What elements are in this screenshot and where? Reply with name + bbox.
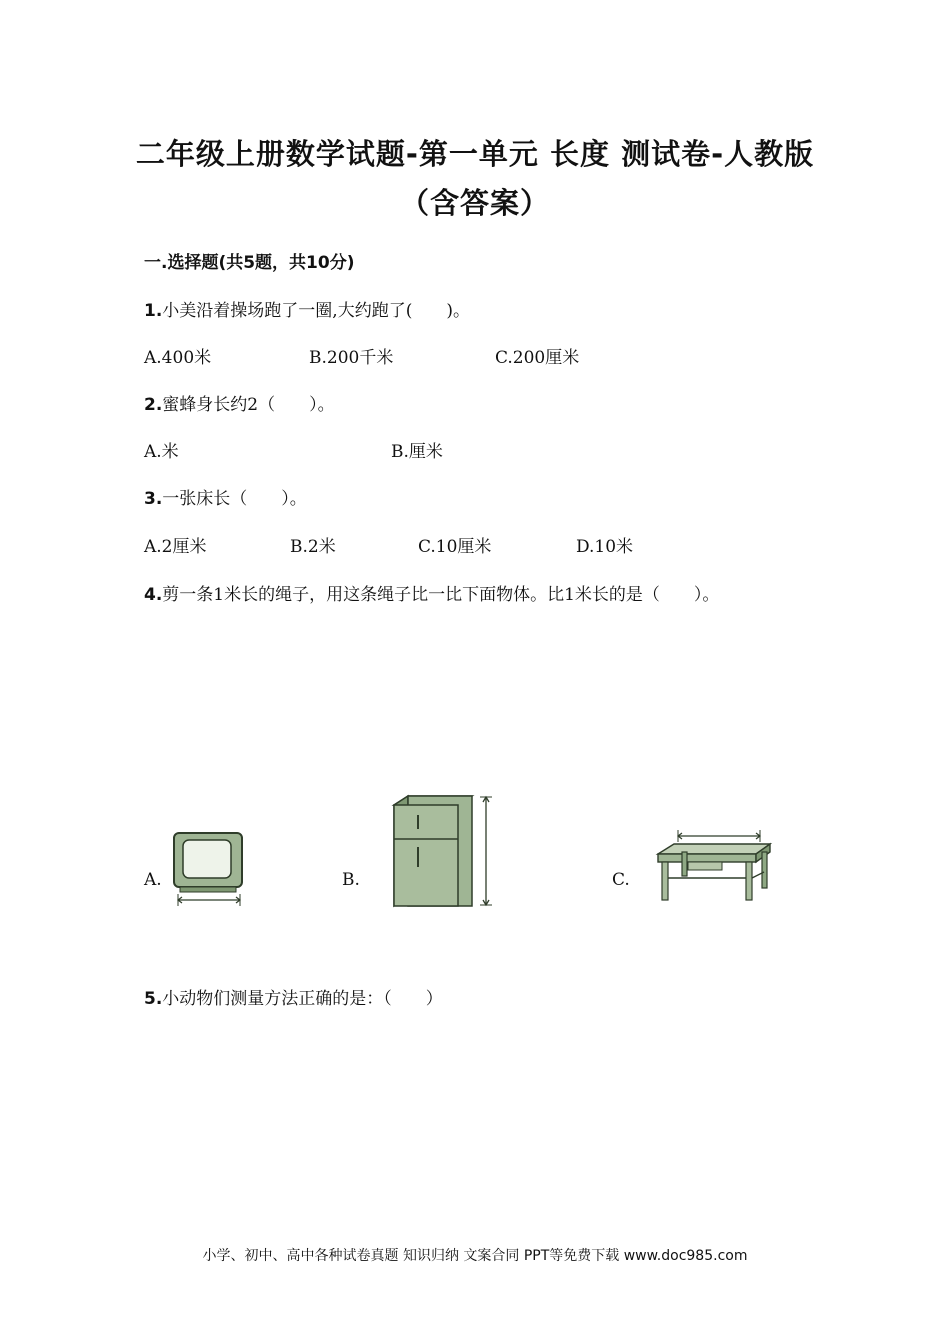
question-1-option-a: A.400米 xyxy=(144,348,212,368)
question-3-option-c: C.10厘米 xyxy=(418,537,492,557)
question-number: 3. xyxy=(144,489,163,509)
question-2-option-a: A.米 xyxy=(144,442,179,462)
table-image xyxy=(652,828,776,908)
question-4-option-b: B. xyxy=(342,870,360,890)
question-2 xyxy=(144,390,335,415)
question-4-option-c: C. xyxy=(612,870,630,890)
question-3-option-a: A.2厘米 xyxy=(144,537,207,557)
question-1-option-c: C.200厘米 xyxy=(495,348,580,368)
question-1-option-b: B.200千米 xyxy=(309,348,394,368)
question-2-option-b: B.厘米 xyxy=(391,442,443,462)
question-1 xyxy=(144,296,470,321)
question-text: 剪一条1米长的绳子，用这条绳子比一比下面物体。比1米长的是（ ）。 xyxy=(162,585,720,605)
document-title-line2: （含答案） xyxy=(399,186,550,220)
question-text: 一张床长（ ）。 xyxy=(162,489,307,509)
question-5 xyxy=(144,984,443,1009)
question-3-option-d: D.10米 xyxy=(576,537,634,557)
question-number: 2. xyxy=(144,395,163,415)
question-number: 1. xyxy=(144,301,163,321)
question-text: 小动物们测量方法正确的是：（ ） xyxy=(162,989,443,1009)
document-title-line1: 二年级上册数学试题-第一单元 长度 测试卷-人教版 xyxy=(135,137,815,171)
section-heading: 一.选择题(共5题，共10分) xyxy=(144,253,355,273)
page-footer: 小学、初中、高中各种试卷真题 知识归纳 文案合同 PPT等免费下载 www.doc985.com xyxy=(202,1248,748,1264)
question-3-option-b: B.2米 xyxy=(290,537,336,557)
refrigerator-image xyxy=(388,793,494,911)
question-text: 蜜蜂身长约2（ ）。 xyxy=(162,395,335,415)
question-4-option-a: A. xyxy=(144,870,162,890)
question-number: 4. xyxy=(144,585,163,605)
question-4 xyxy=(144,580,719,605)
question-text: 小美沿着操场跑了一圈,大约跑了( )。 xyxy=(162,301,470,321)
question-3 xyxy=(144,484,307,509)
question-number: 5. xyxy=(144,989,163,1009)
television-image xyxy=(170,830,248,908)
